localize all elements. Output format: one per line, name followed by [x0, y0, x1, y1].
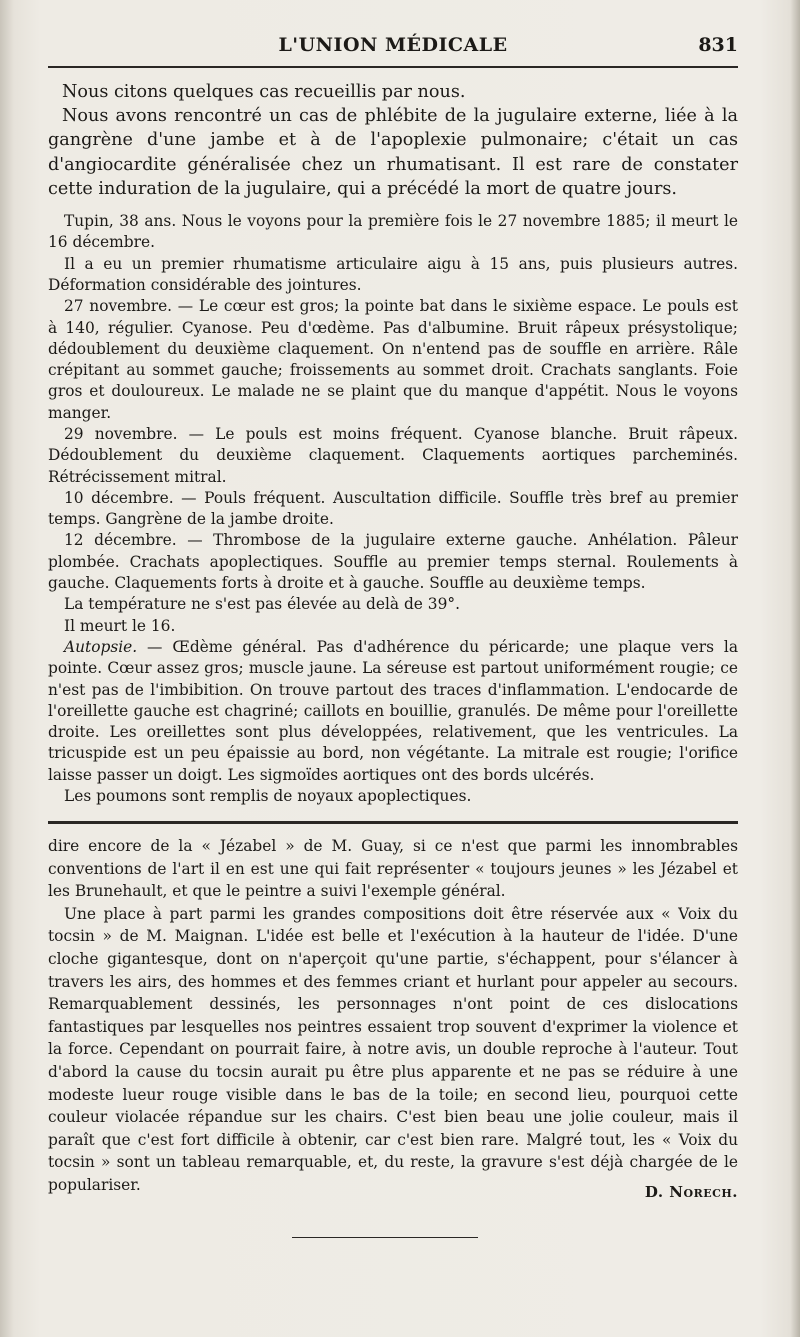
header-rule — [48, 66, 738, 68]
feuilleton-separator — [48, 821, 738, 824]
lead-text — [48, 80, 738, 201]
case-history: Il a eu un premier rhumatisme articulaire aigu à 15 ans, puis plusieurs autres. Déformation considérable des jointures. — [48, 254, 738, 294]
running-head — [48, 34, 738, 60]
entry-dec-12: 12 décembre. — Thrombose de la jugulaire externe gauche. Anhélation. Pâleur plombée. Crachats apoplectiques. Souffle au premier temps sternal. Roulements à gauche. Claquements forts à droite et à gauche. Souffle au deuxième temps. — [48, 531, 738, 593]
autopsy-paragraph — [48, 637, 738, 786]
page-number: 831 — [698, 34, 738, 56]
feuilleton-column — [48, 835, 738, 1197]
death-note: Il meurt le 16. — [64, 616, 176, 635]
case-report — [48, 211, 738, 807]
entry-nov-27: 27 novembre. — Le cœur est gros; la pointe bat dans le sixième espace. Le pouls est à 140, régulier. Cyanose. Peu d'œdème. Pas d'albumine. Bruit râpeux présystolique; dédoublement du deuxième claquement. On n'entend pas de souffle en arrière. Râle crépitant au sommet gauche; froissements au sommet droit. Crachats sanglants. Foie gros et douloureux. Le malade ne se plaint que du manque d'appétit. Nous le voyons manger. — [48, 297, 738, 422]
entry-nov-29: 29 novembre. — Le pouls est moins fréquent. Cyanose blanche. Bruit râpeux. Dédoublement du deuxième claquement. Claquements aortiques parcheminés. Rétrécissement mitral. — [48, 424, 738, 486]
feuilleton-paragraph-2: Une place à part parmi les grandes compositions doit être réservée aux « Voix du tocsin » de M. Maignan. L'idée est belle et l'exécution à la hauteur de l'idée. D'une cloche gigantesque, dont on n'aperçoit qu'une partie, s'échappent, pour s'élancer à travers les airs, des hommes et des femmes criant et hurlant pour appeler au secours. Remarquablement dessinés, les personnages n'ont point de ces dislocations fantastiques par lesquelles nos peintres essaient trop souvent d'exprimer la violence et la force. Cependant on pourrait faire, à notre avis, un double reproche à l'auteur. Tout d'abord la cause du tocsin aurait pu être plus apparente et ne pas se réduire à une modeste lueur rouge visible dans le bas de la toile; en second lieu, pourquoi cette couleur violacée répandue sur les chairs. C'est bien beau une jolie couleur, mais il paraît que c'est fort difficile à obtenir, car c'est bien rare. Malgré tout, les « Voix du tocsin » sont un tableau remarquable, et, du reste, la gravure s'est déjà chargée de le populariser. — [48, 904, 738, 1194]
entry-dec-10: 10 décembre. — Pouls fréquent. Auscultation difficile. Souffle très bref au premier temps. Gangrène de la jambe droite. — [48, 488, 738, 529]
signature-initial: D. — [644, 1183, 670, 1201]
feuilleton-text — [48, 835, 738, 1197]
lead-paragraph-2: Nous avons rencontré un cas de phlébite de la jugulaire externe, liée à la gangrène d'une jambe et à de l'apoplexie pulmonaire; c'était un cas d'angiocardite généralisée chez un rhumatisant. Il est rare de constater cette induration de la jugulaire, qui a précédé la mort de quatre jours. — [48, 106, 738, 199]
journal-title: L'UNION MÉDICALE — [278, 34, 508, 56]
temperature-note: La température ne s'est pas élevée au delà de 39°. — [64, 595, 460, 614]
author-signature — [645, 1183, 738, 1201]
lead-paragraph-1: Nous citons quelques cas recueillis par nous. — [62, 82, 466, 102]
autopsy-label: Autopsie. — [64, 637, 138, 656]
article-column — [48, 80, 738, 807]
feuilleton-paragraph-1: dire encore de la « Jézabel » de M. Guay, si ce n'est que parmi les innombrables conventions de l'art il en est une qui fait représenter « toujours jeunes » les Jézabel et les Brunehault, et que le peintre a suivi l'exemple général. — [48, 837, 738, 901]
signature-name: Norech. — [669, 1183, 738, 1201]
lungs-note: Les poumons sont remplis de noyaux apoplectiques. — [64, 787, 472, 806]
case-intro: Tupin, 38 ans. Nous le voyons pour la première fois le 27 novembre 1885; il meurt le 16 décembre. — [48, 212, 738, 252]
autopsy-text: — Œdème général. Pas d'adhérence du péricarde; une plaque vers la pointe. Cœur assez gros; muscle jaune. La séreuse est partout uniformément rougie; ce n'est pas de l'imbibition. On trouve partout des traces d'inflammation. L'endocarde de l'oreillette gauche est chagriné; caillots en bouillie, granulés. De même pour l'oreillette droite. Les oreillettes sont plus développées, relativement, que les ventricules. La tricuspide est un peu épaissie au bord, non végétante. La mitrale est rougie; l'orifice laisse passer un doigt. Les sigmoïdes aortiques ont des bords ulcérés. — [48, 637, 738, 784]
end-rule — [292, 1237, 478, 1238]
